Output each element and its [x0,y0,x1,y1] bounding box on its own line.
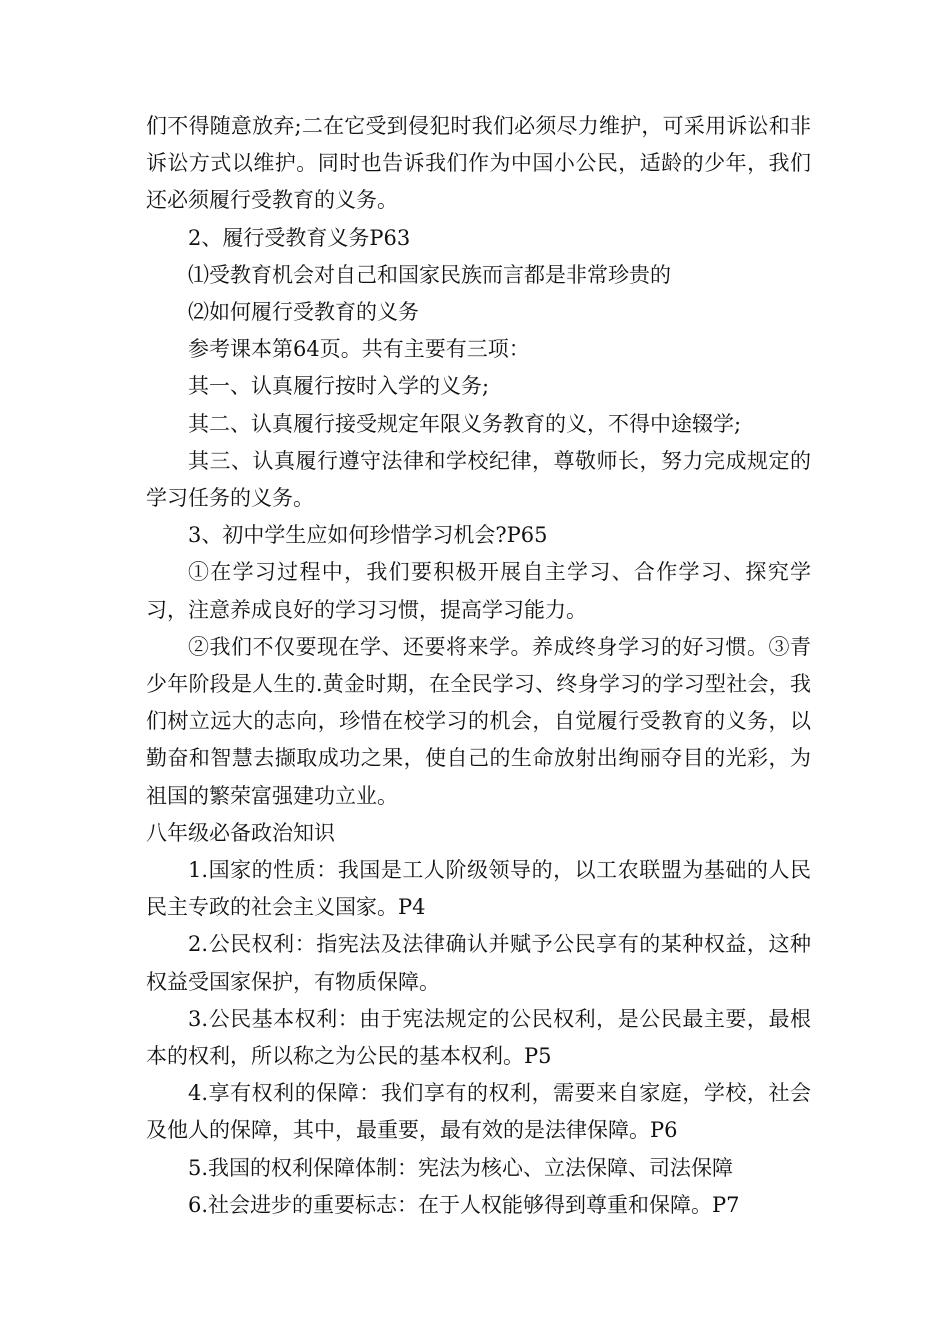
paragraph-1: 们不得随意放弃;二在它受到侵犯时我们必须尽力维护，可采用诉讼和非诉讼方式以维护。同时也告诉我们作为中国小公民，适龄的少年，我们还必须履行受教育的义务。 [146,114,811,213]
paragraph-5: 参考课本第64页。共有主要有三项： [188,337,530,362]
paragraph-2: 2、履行受教育义务P63 [188,225,411,250]
paragraph-10: ①在学习过程中，我们要积极开展自主学习、合作学习、探究学习，注意养成良好的学习习惯，提高学习能力。 [146,560,811,622]
paragraph-18: 6.社会进步的重要标志：在于人权能够得到尊重和保障。P7 [188,1192,740,1217]
paragraph-9: 3、初中学生应如何珍惜学习机会?P65 [188,523,548,548]
document-body [146,108,811,1224]
paragraph-16: 4.享有权利的保障：我们享有的权利，需要来自家庭，学校，社会及他人的保障，其中，最重要，最有效的是法律保障。P6 [146,1081,811,1143]
paragraph-14: 2.公民权利：指宪法及法律确认并赋予公民享有的某种权益，这种权益受国家保护，有物质保障。 [146,932,811,994]
paragraph-15: 3.公民基本权利：由于宪法规定的公民权利，是公民最主要，最根本的权利，所以称之为公民的基本权利。P5 [146,1006,811,1069]
paragraph-3: ⑴受教育机会对自己和国家民族而言都是非常珍贵的 [188,262,671,287]
paragraph-4: ⑵如何履行受教育的义务 [188,300,419,325]
paragraph-8: 其三、认真履行遵守法律和学校纪律，尊敬师长，努力完成规定的学习任务的义务。 [146,448,811,511]
section-heading: 八年级必备政治知识 [146,820,335,845]
paragraph-7: 其二、认真履行接受规定年限义务教育的义，不得中途辍学; [188,411,742,436]
paragraph-13: 1.国家的性质：我国是工人阶级领导的，以工农联盟为基础的人民民主专政的社会主义国家。P4 [146,858,811,920]
paragraph-6: 其一、认真履行按时入学的义务; [188,374,490,399]
paragraph-11: ②我们不仅要现在学、还要将来学。养成终身学习的好习惯。③青少年阶段是人生的.黄金时期，在全民学习、终身学习的学习型社会，我们树立远大的志向，珍惜在校学习的机会，自觉履行受教育的义务，以勤奋和智慧去撷取成功之果，使自己的生命放射出绚丽夺目的光彩，为祖国的繁荣富强建功立业。 [146,634,811,808]
paragraph-17: 5.我国的权利保障体制：宪法为核心、立法保障、司法保障 [188,1155,734,1180]
